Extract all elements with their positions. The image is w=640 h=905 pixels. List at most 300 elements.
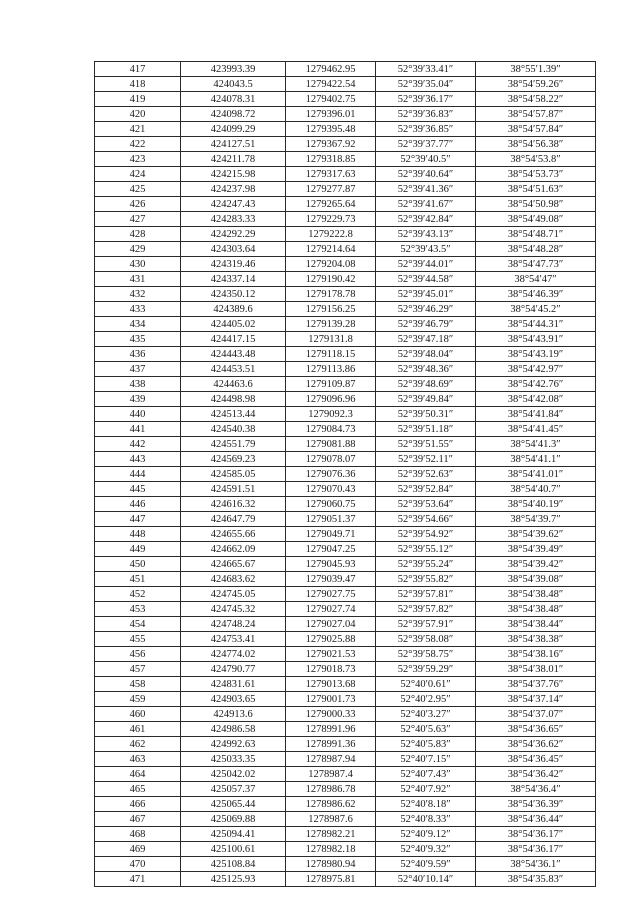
latitude-cell: 52°40′3.27″ <box>376 707 476 722</box>
longitude-cell: 38°54′36.65″ <box>476 722 596 737</box>
table-row <box>95 797 596 812</box>
x-coordinate-cell: 424683.62 <box>181 572 286 587</box>
table-row <box>95 332 596 347</box>
x-coordinate-cell: 424665.67 <box>181 557 286 572</box>
y-coordinate-cell: 1279096.96 <box>286 392 376 407</box>
y-coordinate-cell: 1279025.88 <box>286 632 376 647</box>
point-number-cell: 420 <box>95 107 181 122</box>
y-coordinate-cell: 1279190.42 <box>286 272 376 287</box>
latitude-cell: 52°39′43.13″ <box>376 227 476 242</box>
table-row <box>95 392 596 407</box>
table-row <box>95 302 596 317</box>
x-coordinate-cell: 424417.15 <box>181 332 286 347</box>
point-number-cell: 452 <box>95 587 181 602</box>
y-coordinate-cell: 1279229.73 <box>286 212 376 227</box>
y-coordinate-cell: 1278986.78 <box>286 782 376 797</box>
x-coordinate-cell: 424453.51 <box>181 362 286 377</box>
y-coordinate-cell: 1279081.88 <box>286 437 376 452</box>
latitude-cell: 52°39′59.29″ <box>376 662 476 677</box>
point-number-cell: 458 <box>95 677 181 692</box>
point-number-cell: 423 <box>95 152 181 167</box>
latitude-cell: 52°40′9.12″ <box>376 827 476 842</box>
y-coordinate-cell: 1279156.25 <box>286 302 376 317</box>
x-coordinate-cell: 424551.79 <box>181 437 286 452</box>
latitude-cell: 52°40′5.83″ <box>376 737 476 752</box>
x-coordinate-cell: 424903.65 <box>181 692 286 707</box>
table-row <box>95 137 596 152</box>
table-row <box>95 587 596 602</box>
table-row <box>95 722 596 737</box>
point-number-cell: 426 <box>95 197 181 212</box>
y-coordinate-cell: 1279402.75 <box>286 92 376 107</box>
y-coordinate-cell: 1279045.93 <box>286 557 376 572</box>
y-coordinate-cell: 1279265.64 <box>286 197 376 212</box>
x-coordinate-cell: 425065.44 <box>181 797 286 812</box>
point-number-cell: 465 <box>95 782 181 797</box>
longitude-cell: 38°54′38.48″ <box>476 602 596 617</box>
table-row <box>95 92 596 107</box>
x-coordinate-cell: 424655.66 <box>181 527 286 542</box>
y-coordinate-cell: 1279139.28 <box>286 317 376 332</box>
latitude-cell: 52°39′51.18″ <box>376 422 476 437</box>
x-coordinate-cell: 424913.6 <box>181 707 286 722</box>
table-row <box>95 152 596 167</box>
table-row <box>95 122 596 137</box>
table-row <box>95 752 596 767</box>
x-coordinate-cell: 424753.41 <box>181 632 286 647</box>
table-row <box>95 77 596 92</box>
y-coordinate-cell: 1279000.33 <box>286 707 376 722</box>
y-coordinate-cell: 1278980.94 <box>286 857 376 872</box>
point-number-cell: 440 <box>95 407 181 422</box>
point-number-cell: 438 <box>95 377 181 392</box>
x-coordinate-cell: 424078.31 <box>181 92 286 107</box>
table-row <box>95 512 596 527</box>
longitude-cell: 38°54′57.87″ <box>476 107 596 122</box>
latitude-cell: 52°39′57.81″ <box>376 587 476 602</box>
y-coordinate-cell: 1279222.8 <box>286 227 376 242</box>
y-coordinate-cell: 1279013.68 <box>286 677 376 692</box>
latitude-cell: 52°40′7.15″ <box>376 752 476 767</box>
x-coordinate-cell: 424986.58 <box>181 722 286 737</box>
x-coordinate-cell: 424498.98 <box>181 392 286 407</box>
latitude-cell: 52°39′48.36″ <box>376 362 476 377</box>
table-row <box>95 497 596 512</box>
longitude-cell: 38°54′38.48″ <box>476 587 596 602</box>
point-number-cell: 419 <box>95 92 181 107</box>
y-coordinate-cell: 1279395.48 <box>286 122 376 137</box>
x-coordinate-cell: 425069.88 <box>181 812 286 827</box>
point-number-cell: 429 <box>95 242 181 257</box>
x-coordinate-cell: 424992.63 <box>181 737 286 752</box>
y-coordinate-cell: 1279317.63 <box>286 167 376 182</box>
latitude-cell: 52°40′5.63″ <box>376 722 476 737</box>
latitude-cell: 52°39′54.92″ <box>376 527 476 542</box>
x-coordinate-cell: 424337.14 <box>181 272 286 287</box>
point-number-cell: 434 <box>95 317 181 332</box>
y-coordinate-cell: 1279204.08 <box>286 257 376 272</box>
y-coordinate-cell: 1279462.95 <box>286 62 376 77</box>
latitude-cell: 52°39′50.31″ <box>376 407 476 422</box>
point-number-cell: 470 <box>95 857 181 872</box>
longitude-cell: 38°54′58.22″ <box>476 92 596 107</box>
x-coordinate-cell: 424319.46 <box>181 257 286 272</box>
point-number-cell: 428 <box>95 227 181 242</box>
longitude-cell: 38°54′42.08″ <box>476 392 596 407</box>
x-coordinate-cell: 424569.23 <box>181 452 286 467</box>
point-number-cell: 424 <box>95 167 181 182</box>
x-coordinate-cell: 425057.37 <box>181 782 286 797</box>
longitude-cell: 38°54′39.42″ <box>476 557 596 572</box>
latitude-cell: 52°39′35.04″ <box>376 77 476 92</box>
y-coordinate-cell: 1278982.21 <box>286 827 376 842</box>
point-number-cell: 462 <box>95 737 181 752</box>
x-coordinate-cell: 424540.38 <box>181 422 286 437</box>
y-coordinate-cell: 1279047.25 <box>286 542 376 557</box>
latitude-cell: 52°39′44.58″ <box>376 272 476 287</box>
latitude-cell: 52°39′49.84″ <box>376 392 476 407</box>
x-coordinate-cell: 425100.61 <box>181 842 286 857</box>
longitude-cell: 38°54′38.38″ <box>476 632 596 647</box>
longitude-cell: 38°54′37.07″ <box>476 707 596 722</box>
latitude-cell: 52°39′44.01″ <box>376 257 476 272</box>
y-coordinate-cell: 1278987.4 <box>286 767 376 782</box>
x-coordinate-cell: 424745.32 <box>181 602 286 617</box>
latitude-cell: 52°39′58.08″ <box>376 632 476 647</box>
x-coordinate-cell: 424127.51 <box>181 137 286 152</box>
latitude-cell: 52°40′8.33″ <box>376 812 476 827</box>
latitude-cell: 52°39′41.36″ <box>376 182 476 197</box>
y-coordinate-cell: 1279049.71 <box>286 527 376 542</box>
latitude-cell: 52°39′40.64″ <box>376 167 476 182</box>
longitude-cell: 38°54′36.4″ <box>476 782 596 797</box>
point-number-cell: 435 <box>95 332 181 347</box>
x-coordinate-cell: 424237.98 <box>181 182 286 197</box>
point-number-cell: 447 <box>95 512 181 527</box>
y-coordinate-cell: 1278987.6 <box>286 812 376 827</box>
y-coordinate-cell: 1279214.64 <box>286 242 376 257</box>
point-number-cell: 455 <box>95 632 181 647</box>
longitude-cell: 38°54′48.71″ <box>476 227 596 242</box>
y-coordinate-cell: 1279277.87 <box>286 182 376 197</box>
longitude-cell: 38°54′41.3″ <box>476 437 596 452</box>
table-row <box>95 527 596 542</box>
y-coordinate-cell: 1279070.43 <box>286 482 376 497</box>
x-coordinate-cell: 424790.77 <box>181 662 286 677</box>
point-number-cell: 467 <box>95 812 181 827</box>
table-row <box>95 182 596 197</box>
x-coordinate-cell: 425094.41 <box>181 827 286 842</box>
x-coordinate-cell: 424463.6 <box>181 377 286 392</box>
point-number-cell: 448 <box>95 527 181 542</box>
y-coordinate-cell: 1279084.73 <box>286 422 376 437</box>
x-coordinate-cell: 424647.79 <box>181 512 286 527</box>
longitude-cell: 38°54′59.26″ <box>476 77 596 92</box>
longitude-cell: 38°54′42.76″ <box>476 377 596 392</box>
y-coordinate-cell: 1279018.73 <box>286 662 376 677</box>
point-number-cell: 463 <box>95 752 181 767</box>
longitude-cell: 38°54′48.28″ <box>476 242 596 257</box>
y-coordinate-cell: 1279092.3 <box>286 407 376 422</box>
longitude-cell: 38°54′40.7″ <box>476 482 596 497</box>
point-number-cell: 460 <box>95 707 181 722</box>
table-row <box>95 677 596 692</box>
table-row <box>95 827 596 842</box>
latitude-cell: 52°39′57.82″ <box>376 602 476 617</box>
y-coordinate-cell: 1279131.8 <box>286 332 376 347</box>
point-number-cell: 444 <box>95 467 181 482</box>
table-row <box>95 212 596 227</box>
point-number-cell: 441 <box>95 422 181 437</box>
latitude-cell: 52°39′48.69″ <box>376 377 476 392</box>
longitude-cell: 38°54′44.31″ <box>476 317 596 332</box>
longitude-cell: 38°54′53.73″ <box>476 167 596 182</box>
table-row <box>95 437 596 452</box>
y-coordinate-cell: 1278991.96 <box>286 722 376 737</box>
longitude-cell: 38°54′56.38″ <box>476 137 596 152</box>
latitude-cell: 52°39′47.18″ <box>376 332 476 347</box>
point-number-cell: 421 <box>95 122 181 137</box>
point-number-cell: 471 <box>95 872 181 887</box>
latitude-cell: 52°40′8.18″ <box>376 797 476 812</box>
longitude-cell: 38°54′53.8″ <box>476 152 596 167</box>
y-coordinate-cell: 1278986.62 <box>286 797 376 812</box>
point-number-cell: 431 <box>95 272 181 287</box>
table-row <box>95 662 596 677</box>
point-number-cell: 427 <box>95 212 181 227</box>
longitude-cell: 38°54′36.62″ <box>476 737 596 752</box>
x-coordinate-cell: 424745.05 <box>181 587 286 602</box>
point-number-cell: 418 <box>95 77 181 92</box>
x-coordinate-cell: 424591.51 <box>181 482 286 497</box>
longitude-cell: 38°54′50.98″ <box>476 197 596 212</box>
table-row <box>95 602 596 617</box>
table-row <box>95 467 596 482</box>
table-row <box>95 347 596 362</box>
latitude-cell: 52°39′40.5″ <box>376 152 476 167</box>
longitude-cell: 38°54′39.49″ <box>476 542 596 557</box>
point-number-cell: 432 <box>95 287 181 302</box>
table-row <box>95 407 596 422</box>
longitude-cell: 38°54′36.45″ <box>476 752 596 767</box>
point-number-cell: 442 <box>95 437 181 452</box>
point-number-cell: 433 <box>95 302 181 317</box>
x-coordinate-cell: 424215.98 <box>181 167 286 182</box>
x-coordinate-cell: 424247.43 <box>181 197 286 212</box>
latitude-cell: 52°39′33.41″ <box>376 62 476 77</box>
latitude-cell: 52°40′2.95″ <box>376 692 476 707</box>
x-coordinate-cell: 424389.6 <box>181 302 286 317</box>
longitude-cell: 38°54′36.1″ <box>476 857 596 872</box>
point-number-cell: 425 <box>95 182 181 197</box>
y-coordinate-cell: 1278991.36 <box>286 737 376 752</box>
latitude-cell: 52°39′37.77″ <box>376 137 476 152</box>
longitude-cell: 38°54′57.84″ <box>476 122 596 137</box>
latitude-cell: 52°39′53.64″ <box>376 497 476 512</box>
latitude-cell: 52°39′41.67″ <box>376 197 476 212</box>
y-coordinate-cell: 1279001.73 <box>286 692 376 707</box>
latitude-cell: 52°39′51.55″ <box>376 437 476 452</box>
y-coordinate-cell: 1279318.85 <box>286 152 376 167</box>
point-number-cell: 466 <box>95 797 181 812</box>
table-row <box>95 197 596 212</box>
longitude-cell: 38°54′41.01″ <box>476 467 596 482</box>
latitude-cell: 52°39′54.66″ <box>376 512 476 527</box>
table-row <box>95 767 596 782</box>
latitude-cell: 52°39′48.04″ <box>376 347 476 362</box>
x-coordinate-cell: 424831.61 <box>181 677 286 692</box>
x-coordinate-cell: 424513.44 <box>181 407 286 422</box>
point-number-cell: 454 <box>95 617 181 632</box>
table-row <box>95 647 596 662</box>
point-number-cell: 453 <box>95 602 181 617</box>
table-row <box>95 617 596 632</box>
x-coordinate-cell: 424443.48 <box>181 347 286 362</box>
longitude-cell: 38°54′41.1″ <box>476 452 596 467</box>
longitude-cell: 38°54′39.7″ <box>476 512 596 527</box>
latitude-cell: 52°39′46.29″ <box>376 302 476 317</box>
longitude-cell: 38°54′51.63″ <box>476 182 596 197</box>
y-coordinate-cell: 1279078.07 <box>286 452 376 467</box>
y-coordinate-cell: 1279027.74 <box>286 602 376 617</box>
longitude-cell: 38°54′36.44″ <box>476 812 596 827</box>
latitude-cell: 52°39′36.85″ <box>376 122 476 137</box>
longitude-cell: 38°54′41.45″ <box>476 422 596 437</box>
longitude-cell: 38°54′40.19″ <box>476 497 596 512</box>
point-number-cell: 449 <box>95 542 181 557</box>
table-row <box>95 287 596 302</box>
table-row <box>95 107 596 122</box>
y-coordinate-cell: 1279178.78 <box>286 287 376 302</box>
x-coordinate-cell: 423993.39 <box>181 62 286 77</box>
longitude-cell: 38°54′47″ <box>476 272 596 287</box>
table-row <box>95 692 596 707</box>
point-number-cell: 451 <box>95 572 181 587</box>
longitude-cell: 38°54′36.17″ <box>476 827 596 842</box>
point-number-cell: 437 <box>95 362 181 377</box>
x-coordinate-cell: 424585.05 <box>181 467 286 482</box>
longitude-cell: 38°54′38.44″ <box>476 617 596 632</box>
longitude-cell: 38°54′36.39″ <box>476 797 596 812</box>
point-number-cell: 457 <box>95 662 181 677</box>
point-number-cell: 439 <box>95 392 181 407</box>
table-row <box>95 242 596 257</box>
coordinates-table-body <box>95 62 596 887</box>
y-coordinate-cell: 1278987.94 <box>286 752 376 767</box>
table-row <box>95 707 596 722</box>
x-coordinate-cell: 424098.72 <box>181 107 286 122</box>
point-number-cell: 469 <box>95 842 181 857</box>
longitude-cell: 38°54′43.91″ <box>476 332 596 347</box>
table-row <box>95 542 596 557</box>
latitude-cell: 52°39′55.12″ <box>376 542 476 557</box>
x-coordinate-cell: 425033.35 <box>181 752 286 767</box>
longitude-cell: 38°54′37.76″ <box>476 677 596 692</box>
y-coordinate-cell: 1278975.81 <box>286 872 376 887</box>
longitude-cell: 38°54′49.08″ <box>476 212 596 227</box>
table-row <box>95 782 596 797</box>
latitude-cell: 52°40′7.43″ <box>376 767 476 782</box>
x-coordinate-cell: 424748.24 <box>181 617 286 632</box>
latitude-cell: 52°39′36.17″ <box>376 92 476 107</box>
latitude-cell: 52°39′57.91″ <box>376 617 476 632</box>
point-number-cell: 417 <box>95 62 181 77</box>
point-number-cell: 422 <box>95 137 181 152</box>
y-coordinate-cell: 1278982.18 <box>286 842 376 857</box>
table-row <box>95 62 596 77</box>
table-row <box>95 872 596 887</box>
point-number-cell: 464 <box>95 767 181 782</box>
x-coordinate-cell: 424099.29 <box>181 122 286 137</box>
longitude-cell: 38°55′1.39″ <box>476 62 596 77</box>
x-coordinate-cell: 424211.78 <box>181 152 286 167</box>
y-coordinate-cell: 1279396.01 <box>286 107 376 122</box>
coordinates-table <box>94 61 596 887</box>
latitude-cell: 52°39′58.75″ <box>376 647 476 662</box>
x-coordinate-cell: 424405.02 <box>181 317 286 332</box>
longitude-cell: 38°54′36.17″ <box>476 842 596 857</box>
latitude-cell: 52°40′7.92″ <box>376 782 476 797</box>
point-number-cell: 436 <box>95 347 181 362</box>
table-row <box>95 272 596 287</box>
longitude-cell: 38°54′43.19″ <box>476 347 596 362</box>
table-row <box>95 452 596 467</box>
point-number-cell: 461 <box>95 722 181 737</box>
point-number-cell: 446 <box>95 497 181 512</box>
latitude-cell: 52°40′10.14″ <box>376 872 476 887</box>
longitude-cell: 38°54′47.73″ <box>476 257 596 272</box>
latitude-cell: 52°39′36.83″ <box>376 107 476 122</box>
table-row <box>95 167 596 182</box>
point-number-cell: 459 <box>95 692 181 707</box>
latitude-cell: 52°40′9.59″ <box>376 857 476 872</box>
table-row <box>95 557 596 572</box>
y-coordinate-cell: 1279118.15 <box>286 347 376 362</box>
latitude-cell: 52°39′45.01″ <box>376 287 476 302</box>
table-row <box>95 857 596 872</box>
y-coordinate-cell: 1279051.37 <box>286 512 376 527</box>
y-coordinate-cell: 1279367.92 <box>286 137 376 152</box>
longitude-cell: 38°54′38.01″ <box>476 662 596 677</box>
x-coordinate-cell: 424774.02 <box>181 647 286 662</box>
table-row <box>95 632 596 647</box>
y-coordinate-cell: 1279060.75 <box>286 497 376 512</box>
table-row <box>95 362 596 377</box>
y-coordinate-cell: 1279113.86 <box>286 362 376 377</box>
latitude-cell: 52°39′43.5″ <box>376 242 476 257</box>
x-coordinate-cell: 424350.12 <box>181 287 286 302</box>
point-number-cell: 456 <box>95 647 181 662</box>
latitude-cell: 52°40′9.32″ <box>376 842 476 857</box>
x-coordinate-cell: 424283.33 <box>181 212 286 227</box>
latitude-cell: 52°39′52.11″ <box>376 452 476 467</box>
x-coordinate-cell: 425108.84 <box>181 857 286 872</box>
point-number-cell: 445 <box>95 482 181 497</box>
latitude-cell: 52°39′55.24″ <box>376 557 476 572</box>
x-coordinate-cell: 425042.02 <box>181 767 286 782</box>
x-coordinate-cell: 424616.32 <box>181 497 286 512</box>
longitude-cell: 38°54′36.42″ <box>476 767 596 782</box>
x-coordinate-cell: 424043.5 <box>181 77 286 92</box>
table-row <box>95 737 596 752</box>
table-row <box>95 572 596 587</box>
x-coordinate-cell: 424303.64 <box>181 242 286 257</box>
latitude-cell: 52°39′42.84″ <box>376 212 476 227</box>
longitude-cell: 38°54′46.39″ <box>476 287 596 302</box>
table-row <box>95 377 596 392</box>
longitude-cell: 38°54′39.62″ <box>476 527 596 542</box>
table-row <box>95 812 596 827</box>
